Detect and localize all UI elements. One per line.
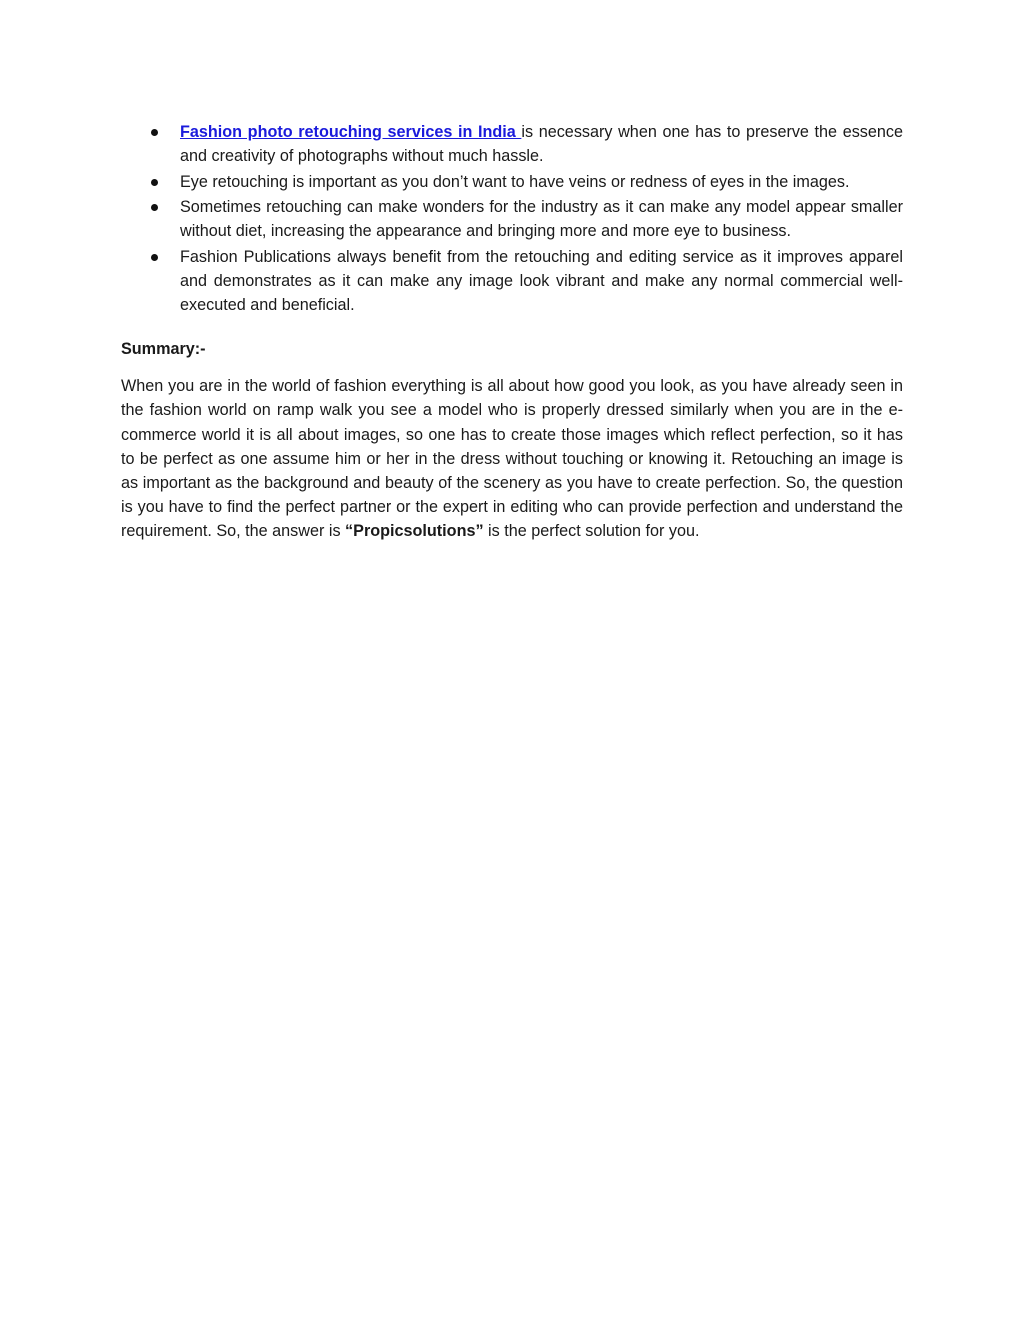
bullet-text: Fashion Publications always benefit from the retouching and editing service as it improves apparel and demonstrates as it can make any image look vibrant and make any normal commercial well-executed and beneficial. [180,247,903,314]
bullet-icon [151,254,158,261]
summary-paragraph [121,374,903,543]
bullet-item [121,245,903,318]
bullet-text: Eye retouching is important as you don’t want to have veins or redness of eyes in the images. [180,172,850,191]
bullet-item [121,170,903,194]
bullet-item [121,120,903,168]
services-link[interactable]: Fashion photo retouching services in India [180,123,522,141]
summary-heading: Summary:- [121,340,206,359]
bullet-text-rest: is necessary when one has to preserve the essence and creativity of photographs without much hassle. [180,123,903,166]
bullet-text [180,120,903,168]
document-page [121,120,903,544]
bullet-icon [151,129,158,136]
brand-name: “Propicsolutions” [345,522,484,541]
bullet-icon [151,204,158,211]
summary-text: When you are in the world of fashion everything is all about how good you look, as you have already seen in the fashion world on ramp walk you see a model who is properly dressed similarly when you are in the e-commerce world it is all about images, so one has to create those images which reflect perfection, so it has to be perfect as one assume him or her in the dress without touching or knowing it. Retouching an image is as important as the background and beauty of the scenery as you have to create perfection. So, the question is you have to find the perfect partner or the expert in editing who can provide perfection and understand the requirement. So, the answer is [121,377,903,541]
bullet-item [121,195,903,243]
bullet-text: Sometimes retouching can make wonders for the industry as it can make any model appear smaller without diet, increasing the appearance and bringing more and more eye to business. [180,197,903,241]
bullet-list [121,120,903,317]
summary-text-end: is the perfect solution for you. [483,522,700,541]
bullet-icon [151,179,158,186]
